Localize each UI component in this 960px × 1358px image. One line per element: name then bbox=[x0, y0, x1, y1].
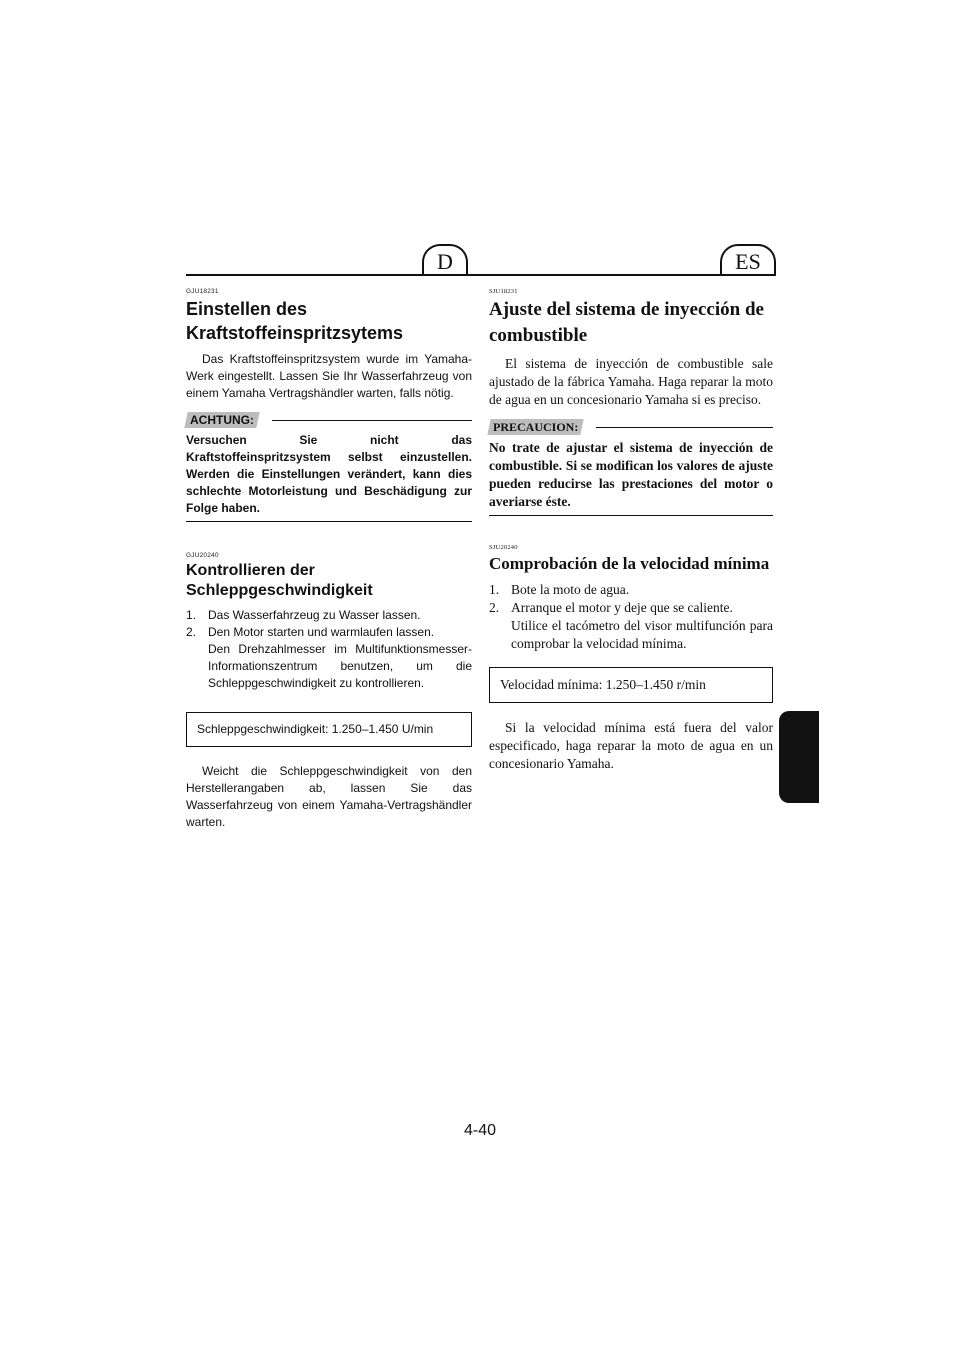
section-body: Das Kraftstoffeinspritzsystem wurde im Yamaha-Werk eingestellt. Lassen Sie Ihr Wasserfahrzeug von einem Yamaha Vertragshändler warten, falls nötig. bbox=[186, 352, 472, 400]
caution-label: PRECAUCION: bbox=[487, 419, 584, 435]
spec-box: Velocidad mínima: 1.250–1.450 r/min bbox=[489, 667, 773, 703]
spanish-column bbox=[489, 288, 773, 773]
spec-box: Schleppgeschwindigkeit: 1.250–1.450 U/min bbox=[186, 712, 472, 747]
section-code: SJU20240 bbox=[489, 544, 518, 551]
section-title: Einstellen des Kraftstoffeinspritzsytems bbox=[186, 299, 404, 343]
caution-header bbox=[186, 412, 472, 428]
caution-header bbox=[489, 419, 773, 435]
list-item: 1. Das Wasserfahrzeug zu Wasser lassen. bbox=[186, 608, 421, 622]
section-title: Comprobación de la velocidad mínima bbox=[489, 554, 770, 573]
chapter-thumb-tab bbox=[779, 711, 819, 803]
caution-label: ACHTUNG: bbox=[184, 412, 259, 428]
page-number: 4-40 bbox=[463, 1122, 497, 1139]
language-tab-german: D bbox=[422, 244, 468, 276]
section-code: GJU20240 bbox=[186, 552, 219, 559]
steps-list bbox=[186, 607, 472, 692]
section-code: SJU18231 bbox=[489, 288, 518, 295]
german-column bbox=[186, 288, 472, 831]
section-body: El sistema de inyección de combustible sale ajustado de la fábrica Yamaha. Haga reparar la moto de agua en un concesionario Yamaha si es preciso. bbox=[489, 356, 773, 407]
language-tab-spanish: ES bbox=[720, 244, 776, 276]
caution-text: Versuchen Sie nicht das Kraftstoffeinspritzsystem selbst einzustellen. Werden die Einstellungen verändert, kann dies schlechte Motorleistung und Beschädigung zur Folge haben. bbox=[186, 432, 472, 522]
header-rule bbox=[186, 274, 774, 276]
list-item: 2. Den Motor starten und warmlaufen lassen. Den Drehzahlmesser im Multifunktionsmesser-Informationszentrum benutzen, um die Schleppgeschwindigkeit zu kontrollieren. bbox=[186, 625, 472, 690]
section-body: Weicht die Schleppgeschwindigkeit von den Herstellerangaben ab, lassen Sie das Wasserfahrzeug von einem Yamaha-Vertragshändler warten. bbox=[186, 764, 472, 829]
section-code: GJU18231 bbox=[186, 288, 219, 295]
list-item: 1. Bote la moto de agua. bbox=[489, 582, 630, 597]
section-title: Kontrollieren der Schleppgeschwindigkeit bbox=[186, 562, 373, 599]
caution-rule bbox=[272, 420, 472, 421]
section-title: Ajuste del sistema de inyección de combustible bbox=[489, 299, 764, 346]
steps-list bbox=[489, 581, 773, 653]
section-body: Si la velocidad mínima está fuera del valor especificado, haga reparar la moto de agua en un concesionario Yamaha. bbox=[489, 720, 773, 771]
list-item: 2. Arranque el motor y deje que se caliente. Utilice el tacómetro del visor multifunción para comprobar la velocidad mínima. bbox=[489, 600, 773, 651]
caution-rule bbox=[596, 427, 773, 428]
caution-text: No trate de ajustar el sistema de inyección de combustible. Si se modifican los valores de ajuste pueden reducirse las prestaciones del motor o averiarse éste. bbox=[489, 439, 773, 516]
